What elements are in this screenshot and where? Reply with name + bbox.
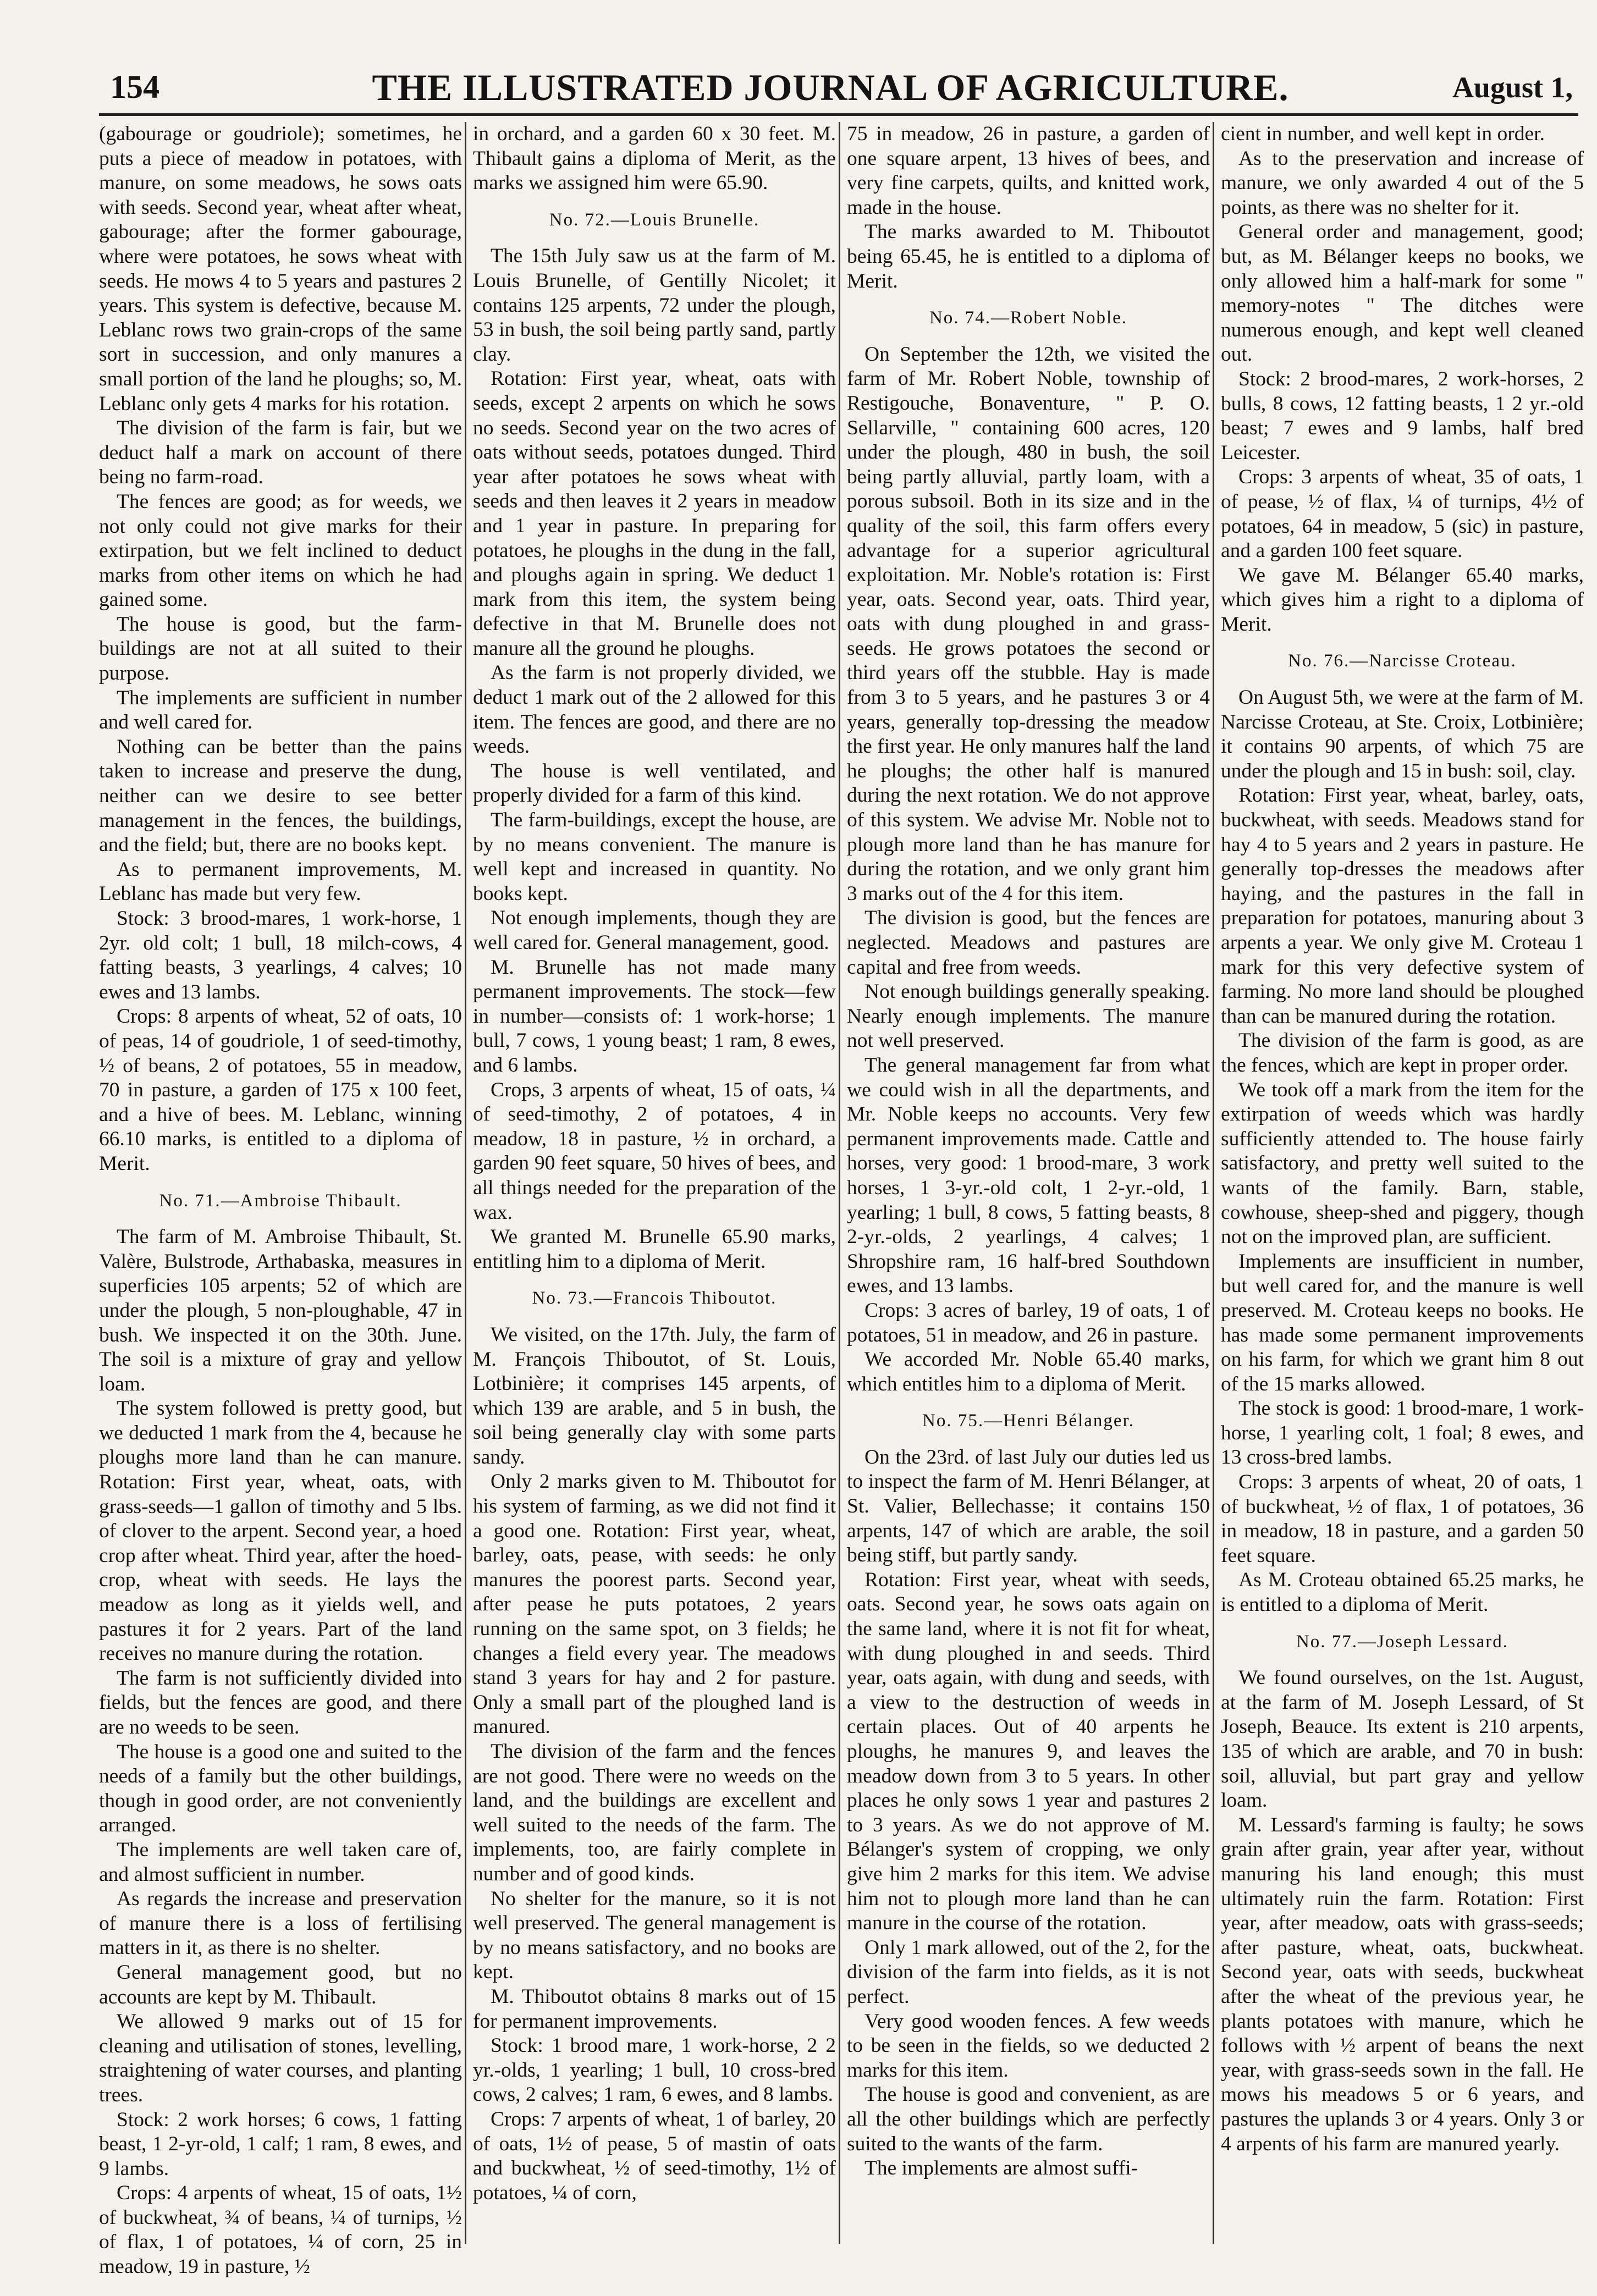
column-4 [1221, 122, 1584, 2244]
paragraph: Not enough implements, though they are well cared for. General management, good. [473, 907, 836, 954]
paragraph: Crops: 4 arpents of wheat, 15 of oats, 1½ of buckwheat, ¾ of beans, ¼ of turnips, ½ of flax, 1 of potatoes, ¼ of corn, 25 in meadow, 19 in pasture, ½ [99, 2182, 462, 2278]
paragraph: Very good wooden fences. A few weeds to be seen in the fields, so we deducted 2 marks for this item. [847, 2010, 1210, 2082]
paragraph: Crops: 3 arpents of wheat, 35 of oats, 1 of pease, ½ of flax, ¼ of turnips, 4½ of potatoes, 64 in meadow, 5 (sic) in pasture, and a garden 100 feet square. [1221, 466, 1584, 562]
paragraph: The house is a good one and suited to the needs of a family but the other buildings, though in good order, are not conveniently arranged. [99, 1740, 462, 1837]
column-divider [839, 122, 840, 2244]
paragraph: On the 23rd. of last July our duties led us to inspect the farm of M. Henri Bélanger, at St. Valier, Bellechasse; it contains 150 arpents, 147 of which are arable, the soil being stiff, but partly sandy. [847, 1445, 1210, 1567]
header-rule [99, 113, 1578, 116]
paragraph: As to permanent improvements, M. Leblanc has made but very few. [99, 858, 462, 906]
paragraph: The farm of M. Ambroise Thibault, St. Valère, Bulstrode, Arthabaska, measures in superficies 105 arpents; 52 of which are under the plough, 5 non-ploughable, 47 in bush. We inspected it on the 30th. June. The soil is a mixture of gray and yellow loam. [99, 1226, 462, 1395]
column-1 [99, 122, 462, 2278]
section-heading: No. 71.—Ambroise Thibault. [159, 1190, 402, 1211]
paragraph: We accorded Mr. Noble 65.40 marks, which entitles him to a diploma of Merit. [847, 1348, 1210, 1395]
paragraph: The implements are well taken care of, and almost sufficient in number. [99, 1838, 462, 1886]
paragraph: As M. Croteau obtained 65.25 marks, he is entitled to a diploma of Merit. [1221, 1569, 1584, 1616]
page-number: 154 [110, 69, 159, 105]
paragraph: General management good, but no accounts are kept by M. Thibault. [99, 1961, 462, 2008]
paragraph: General order and management, good; but, as M. Bélanger keeps no books, we only allowed him a half-mark for some " memory-notes " The ditches were numerous enough, and kept well cleaned out. [1221, 220, 1584, 366]
paragraph: Not enough buildings generally speaking. Nearly enough implements. The manure not well preserved. [847, 980, 1210, 1052]
paragraph: We found ourselves, on the 1st. August, at the farm of M. Joseph Lessard, of St Joseph, Beauce. Its extent is 210 arpents, 135 of which are arable, and 70 in bush: soil, alluvial, but part gray and yellow loam. [1221, 1666, 1584, 1812]
paragraph: The farm is not sufficiently divided into fields, but the fences are good, and there are no weeds to be seen. [99, 1666, 462, 1738]
paragraph: As regards the increase and preservation of manure there is a loss of fertilising matters in it, as there is no shelter. [99, 1887, 462, 1960]
section-heading: No. 75.—Henri Bélanger. [922, 1411, 1135, 1431]
paragraph: M. Lessard's farming is faulty; he sows grain after grain, year after year, without manuring his land enough; this must ultimately ruin the farm. Rotation: First year, after meadow, oats with grass-seeds; after pasture, wheat, oats, buckwheat. Second year, oats with seeds, buckwheat after the wheat of the previous year, he plants potatoes with manure, which he follows with ½ arpent of beans the next year, with grass-seeds sown in the fall. He mows his meadows 5 or 6 years, and pastures the uplands 3 or 4 years. Only 3 or 4 arpents of his farm are manured yearly. [1221, 1813, 1584, 2155]
paragraph: The marks awarded to M. Thiboutot being 65.45, he is entitled to a diploma of Merit. [847, 220, 1210, 292]
paragraph: Only 1 mark allowed, out of the 2, for the division of the farm into fields, as it is not perfect. [847, 1936, 1210, 2008]
paragraph: The general management far from what we could wish in all the departments, and Mr. Noble keeps no accounts. Very few permanent improvements made. Cattle and horses, very good: 1 brood-mare, 3 work horses, 1 3-yr.-old colt, 1 2-yr.-old, 1 yearling; 1 bull, 8 cows, 5 fatting beasts, 8 2-yr.-olds, 2 yearlings, 4 calves; 1 Shropshire ram, 16 half-bred Southdown ewes, and 13 lambs. [847, 1053, 1210, 1298]
paragraph: Crops: 3 arpents of wheat, 20 of oats, 1 of buckwheat, ½ of flax, 1 of potatoes, 36 in meadow, 18 in pasture, and a garden 50 feet square. [1221, 1471, 1584, 1567]
paragraph: Crops: 7 arpents of wheat, 1 of barley, 20 of oats, 1½ of pease, 5 of mastin of oats and buckwheat, ½ of seed-timothy, 1½ of potatoes, ¼ of corn, [473, 2107, 836, 2204]
paragraph: (gabourage or goudriole); sometimes, he puts a piece of meadow in potatoes, with manure, on some meadows, he sows oats with seeds. Second year, wheat after wheat, gabourage; after the former gabourage, where were potatoes, he sows wheat with seeds. He mows 4 to 5 years and pastures 2 years. This system is defective, because M. Leblanc rows two grain-crops of the same sort in succession, and only manures a small portion of the land he ploughs; so, M. Leblanc only gets 4 marks for his rotation. [99, 123, 462, 415]
journal-title: THE ILLUSTRATED JOURNAL OF AGRICULTURE. [372, 67, 1289, 108]
section-heading: No. 73.—Francois Thiboutot. [532, 1288, 777, 1309]
paragraph: We visited, on the 17th. July, the farm of M. François Thiboutot, of St. Louis, Lotbinière; it comprises 145 arpents, of which 139 are arable, and 5 in bush, the soil being generally clay with some parts sandy. [473, 1323, 836, 1469]
paragraph: On August 5th, we were at the farm of M. Narcisse Croteau, at Ste. Croix, Lotbinière; it contains 90 arpents, of which 75 are under the plough and 15 in bush: soil, clay. [1221, 686, 1584, 782]
column-3 [847, 122, 1210, 2244]
paragraph: As to the preservation and increase of manure, we only awarded 4 out of the 5 points, as there was no shelter for it. [1221, 147, 1584, 219]
paragraph: Implements are insufficient in number, but well cared for, and the manure is well preserved. M. Croteau keeps no books. He has made some permanent improvements on his farm, for which we grant him 8 out of the 15 marks allowed. [1221, 1250, 1584, 1395]
paragraph: Crops: 3 acres of barley, 19 of oats, 1 of potatoes, 51 in meadow, and 26 in pasture. [847, 1299, 1210, 1346]
issue-date: August 1, [1452, 71, 1573, 104]
paragraph: Stock: 3 brood-mares, 1 work-horse, 1 2yr. old colt; 1 bull, 18 milch-cows, 4 fatting beasts, 3 yearlings, 4 calves; 10 ewes and 13 lambs. [99, 907, 462, 1003]
column-divider [465, 122, 466, 2244]
paragraph: We allowed 9 marks out of 15 for cleaning and utilisation of stones, levelling, straightening of water courses, and planting trees. [99, 2010, 462, 2106]
paragraph: The implements are almost suffi- [864, 2157, 1138, 2180]
paragraph: in orchard, and a garden 60 x 30 feet. M. Thibault gains a diploma of Merit, as the marks we assigned him were 65.90. [473, 123, 836, 195]
paragraph: The stock is good: 1 brood-mare, 1 work-horse, 1 yearling colt, 1 foal; 8 ewes, and 13 cross-bred lambs. [1221, 1397, 1584, 1469]
paragraph: Stock: 2 work horses; 6 cows, 1 fatting beast, 1 2-yr-old, 1 calf; 1 ram, 8 ewes, and 9 lambs. [99, 2108, 462, 2180]
paragraph: The division is good, but the fences are neglected. Meadows and pastures are capital and free from weeds. [847, 907, 1210, 979]
paragraph: The division of the farm and the fences are not good. There were no weeds on the land, and the buildings are excellent and well suited to the needs of the farm. The implements, too, are fairly complete in number and of good kinds. [473, 1740, 836, 1885]
newspaper-page [82, 60, 1584, 2278]
paragraph: The implements are sufficient in number and well cared for. [99, 686, 462, 734]
column-2 [473, 122, 836, 2244]
section-heading: No. 74.—Robert Noble. [929, 308, 1128, 328]
paragraph: 75 in meadow, 26 in pasture, a garden of one square arpent, 13 hives of bees, and very fine carpets, quilts, and knitted work, made in the house. [847, 123, 1210, 219]
paragraph: Crops: 8 arpents of wheat, 52 of oats, 10 of peas, 14 of goudriole, 1 of seed-timothy, ½ of beans, 2 of potatoes, 55 in meadow, 70 in pasture, a garden of 175 x 100 feet, and a hive of bees. M. Leblanc, winning 66.10 marks, is entitled to a diploma of Merit. [99, 1005, 462, 1175]
paragraph: The house is good, but the farm-buildings are not at all suited to their purpose. [99, 612, 462, 685]
paragraph: No shelter for the manure, so it is not well preserved. The general management is by no means satisfactory, and no books are kept. [473, 1887, 836, 1984]
paragraph: Only 2 marks given to M. Thiboutot for his system of farming, as we did not find it a good one. Rotation: First year, wheat, barley, oats, pease, with seeds: he only manures the poorest parts. Second year, after pease he puts potatoes, 2 years running on the same spot, on 3 fields; he changes a field every year. The meadows stand 3 years for hay and 2 for pasture. Only a small part of the ploughed land is manured. [473, 1470, 836, 1738]
paragraph: The house is well ventilated, and properly divided for a farm of this kind. [473, 759, 836, 807]
paragraph: The fences are good; as for weeds, we not only could not give marks for their extirpation, but we felt inclined to deduct marks from other items on which he had gained some. [99, 490, 462, 611]
paragraph: Rotation: First year, wheat, oats with seeds, except 2 arpents on which he sows no seeds. Second year on the two acres of oats without seeds, potatoes dunged. Third year after potatoes he sows wheat with seeds and then leaves it 2 years in meadow and 1 year in pasture. In preparing for potatoes, he ploughs in the dung in the fall, and ploughs again in spring. We deduct 1 mark from this item, the system being defective in that M. Brunelle does not manure all the ground he ploughs. [473, 367, 836, 660]
section-heading: No. 77.—Joseph Lessard. [1296, 1631, 1509, 1652]
paragraph: The farm-buildings, except the house, are by no means convenient. The manure is well kept and increased in quantity. No books kept. [473, 809, 836, 905]
paragraph: The division of the farm is fair, but we deduct half a mark on account of there being no farm-road. [99, 417, 462, 489]
paragraph: Stock: 2 brood-mares, 2 work-horses, 2 bulls, 8 cows, 12 fatting beasts, 1 2 yr.-old beast; 7 ewes and 9 lambs, half bred Leicester. [1221, 367, 1584, 464]
paragraph: We granted M. Brunelle 65.90 marks, entitling him to a diploma of Merit. [473, 1226, 836, 1273]
paragraph: cient in number, and well kept in order. [1221, 123, 1545, 145]
paragraph: On September the 12th, we visited the farm of Mr. Robert Noble, township of Restigouche, Bonaventure, " P. O. Sellarville, " containing 600 acres, 120 under the plough, 480 in bush, the soil being partly alluvial, partly loam, with a porous subsoil. Both in its size and in the quality of the soil, this farm offers every advantage for a superior agricultural exploitation. Mr. Noble's rotation is: First year, oats. Second year, oats. Third year, oats with dung ploughed in and grass-seeds. He grows potatoes the second or third years off the stubble. Hay is made from 3 to 5 years, and he pastures 3 or 4 years, generally top-dressing the meadow the first year. He only manures half the land he ploughs; the other half is manured during the next rotation. We do not approve of this system. We advise Mr. Noble not to plough more land than he has manure for during the rotation, and we only grant him 3 marks out of the 4 for this item. [847, 343, 1210, 905]
paragraph: Crops, 3 arpents of wheat, 15 of oats, ¼ of seed-timothy, 2 of potatoes, 4 in meadow, 18 in pasture, ½ in orchard, a garden 90 feet square, 50 hives of bees, and all things needed for the preparation of the wax. [473, 1078, 836, 1224]
paragraph: Stock: 1 brood mare, 1 work-horse, 2 2 yr.-olds, 1 yearling; 1 bull, 10 cross-bred cows, 2 calves; 1 ram, 6 ewes, and 8 lambs. [473, 2034, 836, 2106]
page-header [82, 60, 1578, 111]
column-divider [1213, 122, 1214, 2244]
paragraph: We took off a mark from the item for the extirpation of weeds which was hardly sufficiently attended to. The house fairly satisfactory, and pretty well suited to the wants of the family. Barn, stable, cowhouse, sheep-shed and piggery, though not on the improved plan, are sufficient. [1221, 1078, 1584, 1249]
paragraph: As the farm is not properly divided, we deduct 1 mark out of the 2 allowed for this item. The fences are good, and there are no weeds. [473, 661, 836, 758]
paragraph: Rotation: First year, wheat with seeds, oats. Second year, he sows oats again on the same land, where it is not fit for wheat, with dung ploughed in and seeds. Third year, oats again, with dung and seeds, with a view to the destruction of weeds in certain places. Out of 40 arpents he ploughs, he manures 9, and leaves the meadow down from 3 to 5 years. In other places he only sows 1 year and pastures 2 to 3 years. As we do not approve of M. Bélanger's system of cropping, we only give him 2 marks for this item. We advise him not to plough more land than he can manure in the course of the rotation. [847, 1568, 1210, 1935]
paragraph: M. Thiboutot obtains 8 marks out of 15 for permanent improvements. [473, 1985, 836, 2033]
paragraph: Nothing can be better than the pains taken to increase and preserve the dung, neither can we desire to see better management in the fences, the buildings, and the field; but, there are no books kept. [99, 735, 462, 857]
paragraph: The 15th July saw us at the farm of M. Louis Brunelle, of Gentilly Nicolet; it contains 125 arpents, 72 under the plough, 53 in bush, the soil being partly sand, partly clay. [473, 245, 836, 366]
paragraph: M. Brunelle has not made many permanent improvements. The stock—few in number—consists of: 1 work-horse; 1 bull, 7 cows, 1 young beast; 1 ram, 8 ewes, and 6 lambs. [473, 956, 836, 1077]
paragraph: We gave M. Bélanger 65.40 marks, which gives him a right to a diploma of Merit. [1221, 564, 1584, 636]
paragraph: The system followed is pretty good, but we deducted 1 mark from the 4, because he ploughs more land than he can manure. Rotation: First year, wheat, oats, with grass-seeds—1 gallon of timothy and 5 lbs. of clover to the arpent. Second year, a hoed crop after wheat. Third year, after the hoed-crop, wheat with seeds. He lays the meadow as long as it yields well, and pastures it for 2 years. Part of the land receives no manure during the rotation. [99, 1397, 462, 1665]
section-heading: No. 76.—Narcisse Croteau. [1288, 651, 1517, 671]
paragraph: Rotation: First year, wheat, barley, oats, buckwheat, with seeds. Meadows stand for hay 4 to 5 years and 2 years in pasture. He generally top-dresses the meadows after haying, and the pastures in the fall in preparation for potatoes, manuring about 3 arpents a year. We only give M. Croteau 1 mark for this very defective system of farming. No more land should be ploughed than can be manured during the rotation. [1221, 784, 1584, 1028]
paragraph: The division of the farm is good, as are the fences, which are kept in proper order. [1221, 1029, 1584, 1077]
section-heading: No. 72.—Louis Brunelle. [549, 209, 760, 230]
paragraph: The house is good and convenient, as are all the other buildings which are perfectly suited to the wants of the farm. [847, 2083, 1210, 2155]
